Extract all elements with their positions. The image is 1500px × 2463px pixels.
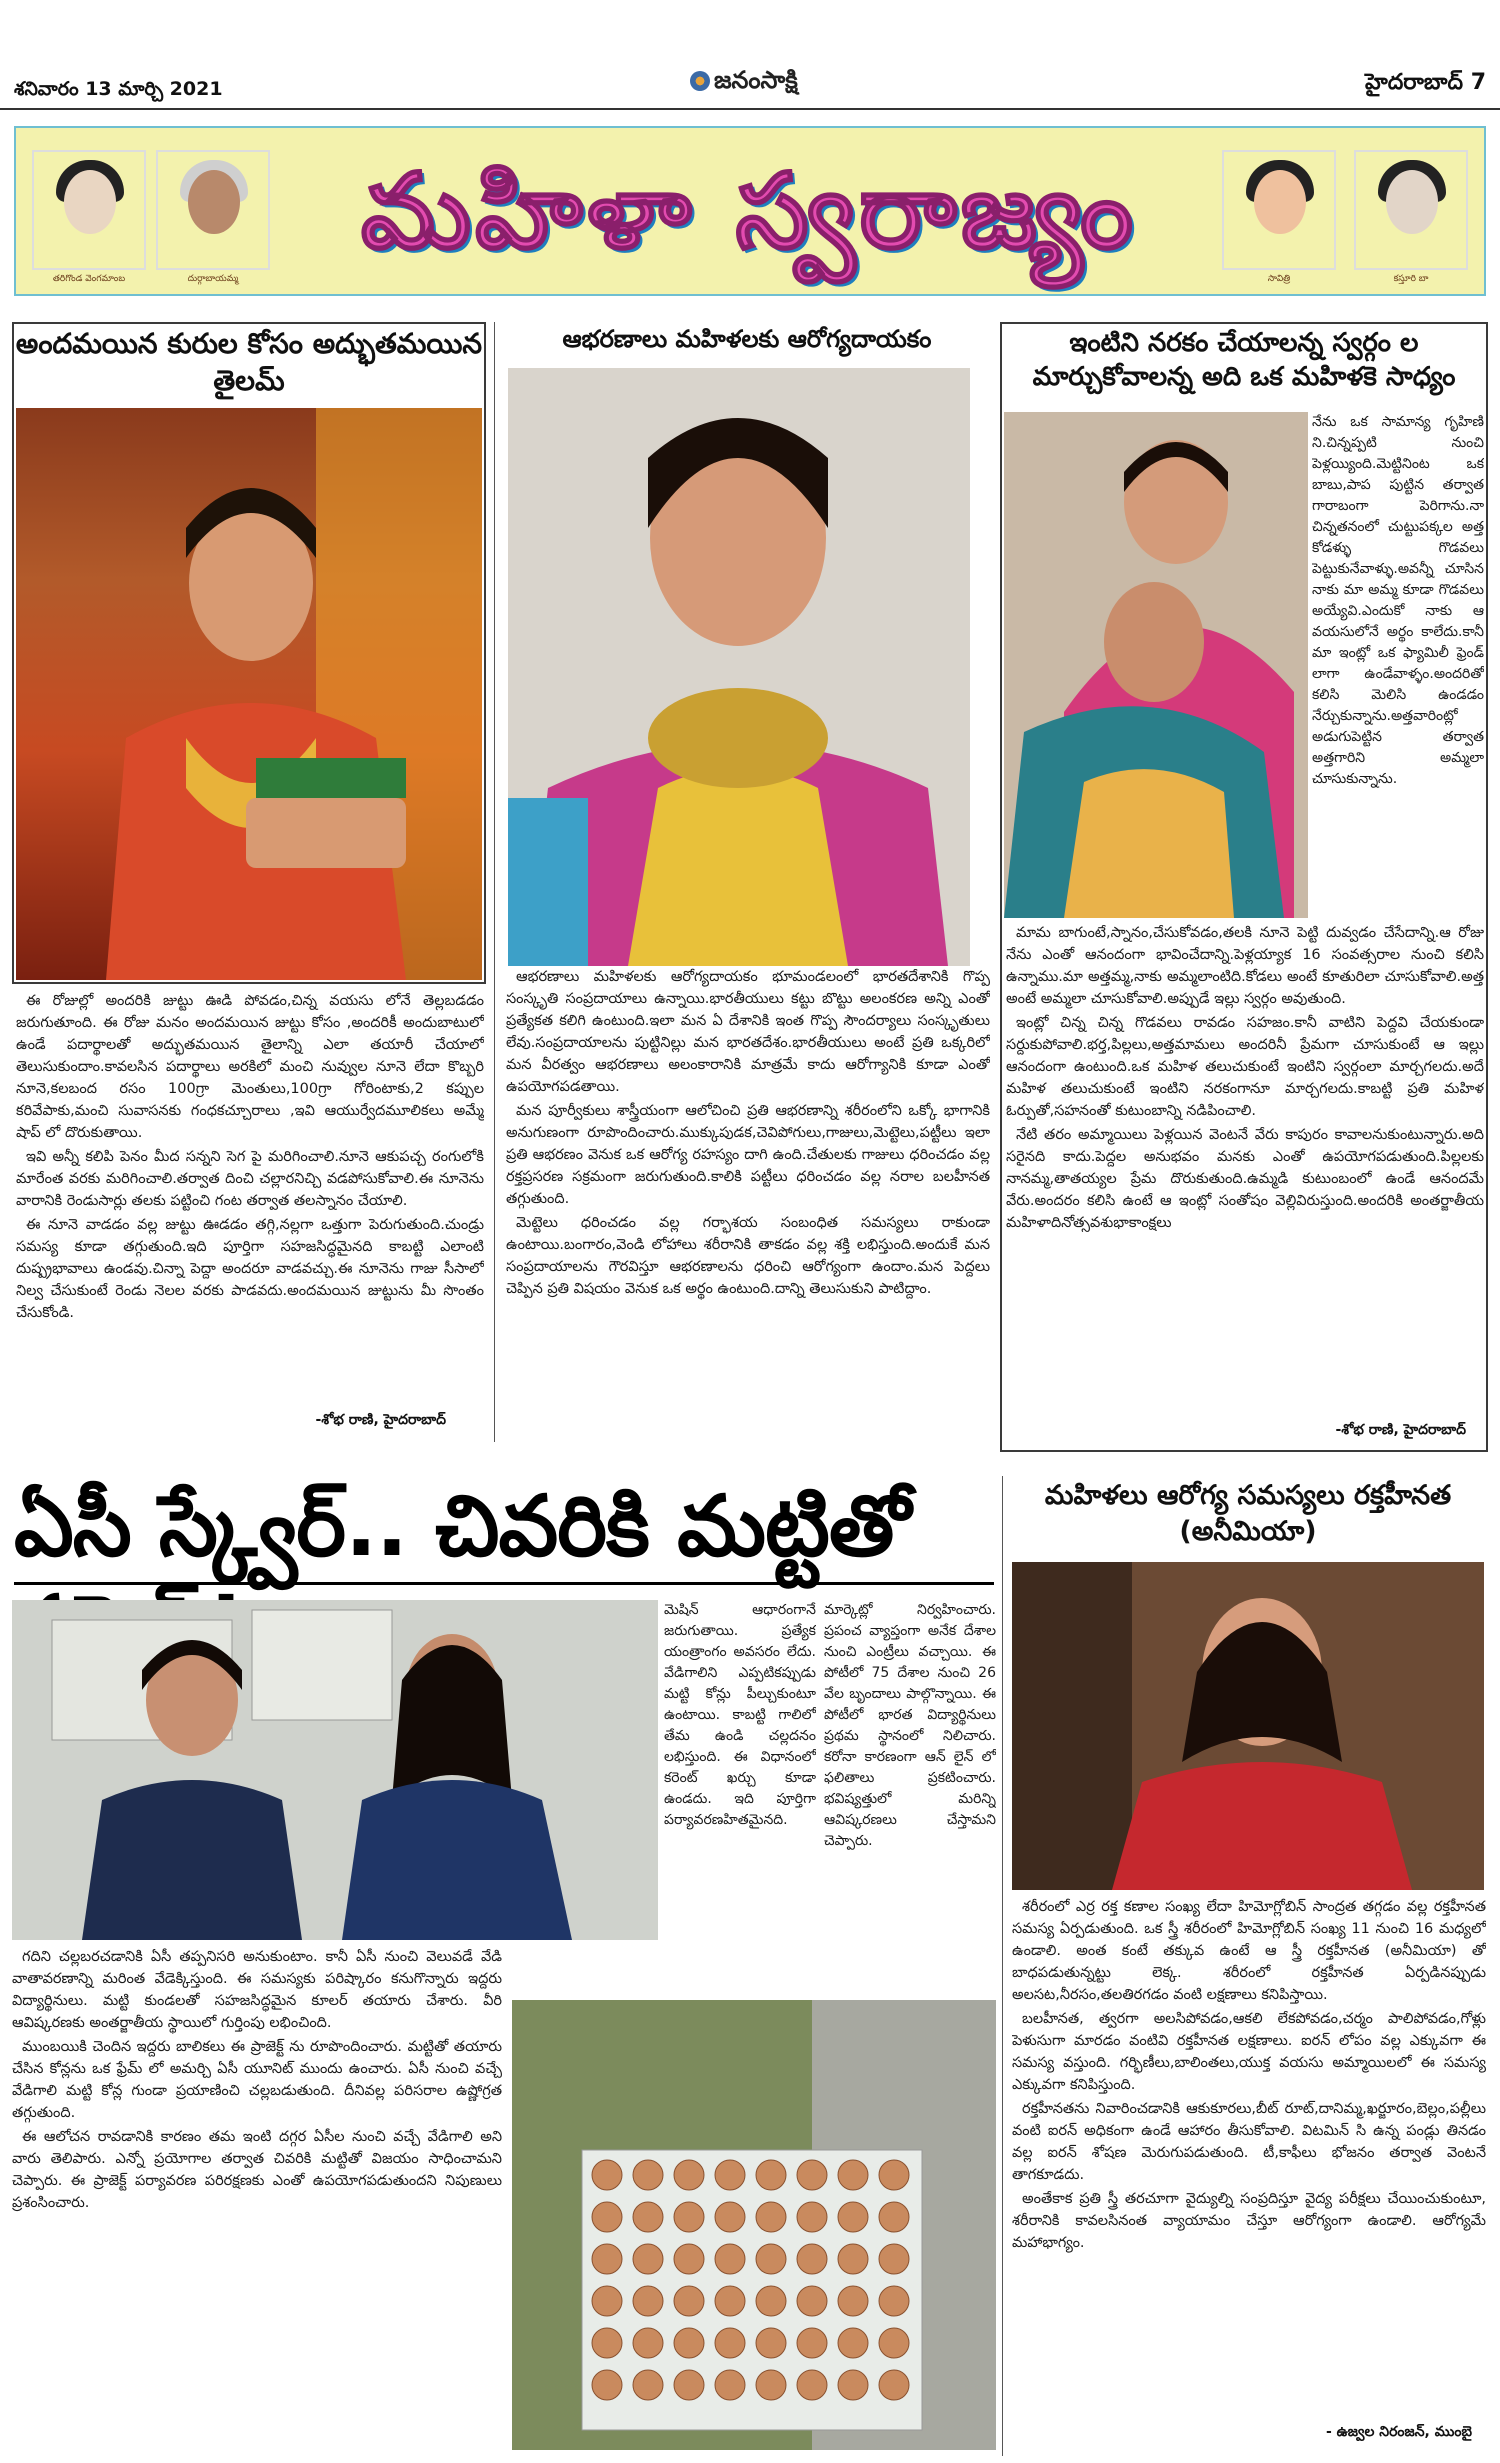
- clay-cone: [756, 2244, 786, 2274]
- portrait-face: [1386, 170, 1438, 234]
- clay-cone: [592, 2244, 622, 2274]
- clay-cone: [633, 2244, 663, 2274]
- portrait-caption-1: తరిగొండ వెంగమాంబ: [52, 274, 126, 284]
- article4-body: [12, 1946, 502, 2454]
- portrait-caption-4: కస్తూరి బా: [1393, 274, 1429, 284]
- clay-cone: [756, 2328, 786, 2358]
- woman-portrait-image: [16, 408, 482, 980]
- clay-cone: [715, 2160, 745, 2190]
- woman-jewellery-image: [508, 368, 970, 966]
- article4-photo-students: [12, 1600, 658, 1940]
- newspaper-logo: [690, 66, 798, 100]
- clay-cone: [879, 2286, 909, 2316]
- clay-cone: [797, 2370, 827, 2400]
- section-banner: [14, 126, 1486, 296]
- portrait-4: [1354, 150, 1468, 270]
- banner-title: మహిళా స్వరాజ్యం: [361, 149, 1137, 272]
- article5-paragraph: బలహీనత, త్వరగా అలసిపోవడం,ఆకలి లేకపోవడం,చర్మం పాలిపోవడం,గోళ్లు పెళుసుగా మారడం వంటివి రక్తహీనత లక్షణాలు. ఐరన్ లోపం వల్ల ఎక్కువగా ఈ సమస్య వస్తుంది. గర్భిణీలు,బాలింతలు,యుక్త వయసు అమ్మాయిలలో ఈ సమస్య ఎక్కువగా కనిపిస్తుంది.: [1012, 2011, 1486, 2093]
- clay-cone: [879, 2244, 909, 2274]
- clay-cone: [797, 2244, 827, 2274]
- article5-photo: [1012, 1562, 1484, 1890]
- clay-cone: [674, 2286, 704, 2316]
- clay-cone: [756, 2286, 786, 2316]
- article2-body: [506, 966, 990, 1442]
- article1-title: అందమయిన కురుల కోసం అద్భుతమయిన తైలమ్: [15, 327, 483, 397]
- article5-title: మహిళలు ఆరోగ్య సమస్యలు రక్తహీనత (అనీమియా): [1044, 1480, 1452, 1547]
- portrait-face: [188, 170, 240, 234]
- article3-body: [1006, 922, 1484, 1418]
- article3-paragraph: మామ బాగుంటే,స్నానం,చేసుకోవడం,తలకి నూనె పెట్టి దువ్వడం చేసేదాన్ని.ఆ రోజు నేను ఎంతో ఆనందంగా భావించేదాన్ని.పెళ్లయ్యాక 16 సంవత్సరాల నుంచి కలిసి ఉన్నాము.మా అత్తమ్మ,నాకు అమ్మలాంటిది.కోడలు అంటే కూతురిలా చూసుకోవాలి.అత్త అంటే అమ్మలా చూసుకోవాలి.అప్పుడే ఇల్లు స్వర్గం అవుతుంది.: [1006, 925, 1484, 1007]
- clay-cone: [674, 2160, 704, 2190]
- clay-cone: [592, 2328, 622, 2358]
- article3-photo: [1004, 412, 1308, 918]
- article5-paragraph: శరీరంలో ఎర్ర రక్త కణాల సంఖ్య లేదా హిమోగ్లోబిన్ సాంద్రత తగ్గడం వల్ల రక్తహీనత సమస్య ఏర్పడుతుంది. ఒక స్త్రీ శరీరంలో హిమోగ్లోబిన్ సంఖ్య 11 నుంచి 16 మధ్యలో ఉండాలి. అంత కంటే తక్కువ ఉంటే ఆ స్త్రీ రక్తహీనత (అనీమియా) తో బాధపడుతున్నట్టు లెక్క. శరీరంలో రక్తహీనత ఏర్పడినప్పుడు అలసట,నీరసం,తలతిరగడం వంటి లక్షణాలు కనిపిస్తాయి.: [1012, 1899, 1486, 2003]
- clay-cone: [756, 2370, 786, 2400]
- clay-cone: [715, 2202, 745, 2232]
- clay-cone: [756, 2160, 786, 2190]
- article4-paragraph: ఈ ఆలోచన రావడానికి కారణం తమ ఇంటి దగ్గర ఏసీల నుంచి వచ్చే వేడిగాలి అని వారు తెలిపారు. ఎన్నో ప్రయోగాల తర్వాత చివరికి మట్టితో విజయం సాధించామని చెప్పారు. ఈ ప్రాజెక్ట్ పర్యావరణ పరిరక్షణకు ఎంతో ఉపయోగపడుతుందని నిపుణులు ప్రశంసించారు.: [12, 2129, 502, 2211]
- article2-title: ఆభరణాలు మహిళలకు ఆరోగ్యదాయకం: [562, 325, 932, 353]
- clay-cone: [797, 2202, 827, 2232]
- clay-cone: [838, 2244, 868, 2274]
- article1-body: [16, 990, 484, 1408]
- article3-byline: -శోభ రాణి, హైదరాబాద్: [1335, 1422, 1466, 1438]
- clay-cone: [715, 2328, 745, 2358]
- clay-cooler-image: [512, 2000, 996, 2450]
- clay-cone: [674, 2370, 704, 2400]
- article4-photo-cooler: [512, 2000, 996, 2450]
- clay-cone: [674, 2202, 704, 2232]
- column-separator: [1002, 1476, 1003, 2456]
- clay-cone: [879, 2370, 909, 2400]
- article1-byline: -శోభ రాణి, హైదరాబాద్: [315, 1412, 446, 1428]
- article1-photo: [16, 408, 482, 980]
- clay-cone: [592, 2286, 622, 2316]
- family-photo-image: [1004, 412, 1308, 918]
- article2-paragraph: మెట్టెలు ధరించడం వల్ల గర్భాశయ సంబంధిత సమస్యలు రాకుండా ఉంటాయి.బంగారం,వెండి లోహాలు శరీరానికి తాకడం వల్ల శక్తి లభిస్తుంది.అందుకే మన సంప్రదాయాలను గౌరవిస్తూ ఆభరణాలను ధరించి ఆరోగ్యంగా ఉందాం.మన పెద్దలు చెప్పిన ప్రతి విషయం వెనుక ఒక అర్థం ఉంటుంది.దాన్ని తెలుసుకుని పాటిద్దాం.: [506, 1215, 990, 1297]
- clay-cone: [633, 2370, 663, 2400]
- article3-paragraph: ఇంట్లో చిన్న చిన్న గొడవలు రావడం సహజం.కానీ వాటిని పెద్దవి చేయకుండా సర్దుకుపోవాలి.భర్త,పిల్లలు,అత్తమామలు అందరినీ ప్రేమగా చూసుకుంటే ఆ ఇల్లు ఆనందంగా ఉంటుంది.ఒక మహిళ తలుచుకుంటే ఇంటిని స్వర్గంలా మార్చగలదు.అదే మహిళ తలుచుకుంటే ఇంటిని నరకంగానూ మార్చగలదు.కాబట్టి ప్రతి మహిళ ఓర్పుతో,సహనంతో కుటుంబాన్ని నడిపించాలి.: [1006, 1015, 1484, 1119]
- portrait-3: [1222, 150, 1336, 270]
- clay-cone: [633, 2328, 663, 2358]
- article4-right-text: మార్కెట్లో నిర్వహించారు. ప్రపంచ వ్యాప్తంగా అనేక దేశాల నుంచి ఎంట్రీలు వచ్చాయి. ఈ పోటీలో 75 దేశాల నుంచి 26 వేల బృందాలు పాల్గొన్నాయి. ఈ పోటీలో భారత విద్యార్థినులు ప్రథమ స్థానంలో నిలిచారు. కరోనా కారణంగా ఆన్ లైన్ లో ఫలితాలు ప్రకటించారు. భవిష్యత్తులో మరిన్ని ఆవిష్కరణలు చేస్తామని చెప్పారు.: [824, 1602, 996, 1849]
- headline-rule: [14, 1582, 994, 1585]
- clay-cone: [633, 2202, 663, 2232]
- clay-cone: [592, 2370, 622, 2400]
- article1-paragraph: ఈ నూనె వాడడం వల్ల జుట్టు ఊడడం తగ్గి,నల్లగా ఒత్తుగా పెరుగుతుంది.చుండ్రు సమస్య కూడా తగ్గుతుంది.ఇది పూర్తిగా సహజసిద్ధమైనది కాబట్టి ఎలాంటి దుష్ప్రభావాలు ఉండవు.చిన్నా పెద్దా అందరూ వాడవచ్చు.ఈ నూనెను గాజు సీసాలో నిల్వ చేసుకుంటే రెండు నెలల వరకు పాడవదు.అందమయిన జుట్టును మీ సొంతం చేసుకోండి.: [16, 1217, 484, 1321]
- page-number: 7: [1470, 70, 1486, 95]
- page-header: [0, 0, 1500, 118]
- clay-cone: [879, 2160, 909, 2190]
- clay-cone: [592, 2202, 622, 2232]
- clay-cone: [838, 2328, 868, 2358]
- edition-city: [1365, 70, 1486, 100]
- issue-date: శనివారం 13 మార్చి 2021: [14, 78, 223, 100]
- clay-cone: [797, 2328, 827, 2358]
- city-name: హైదరాబాద్: [1365, 70, 1464, 95]
- article2-paragraph: ఆభరణాలు మహిళలకు ఆరోగ్యదాయకం భూమండలంలో భారతదేశానికి గొప్ప సంస్కృతి సంప్రదాయాలు ఉన్నాయి.భారతీయులు కట్టు బొట్టు అలంకరణ అన్ని ఎంతో ప్రత్యేకత కలిగి ఉంటుంది.ఇలా మన ఏ దేశానికి ఇంత గొప్ప సౌందర్యాలు సంస్కృతులు లేవు.సంప్రదాయాలను పుట్టినిల్లు మన భారతదేశం.భారతీయులు అంటే ప్రతి ఒక్కరిలో మన వీరత్వం ఆభరణాలు అలంకారానికి మాత్రమే కాదు ఆరోగ్యానికి కూడా ఎంతో ఉపయోగపడతాయి.: [506, 969, 990, 1095]
- article4-side-text: మెషిన్ ఆధారంగానే జరుగుతాయి. ప్రత్యేక యంత్రాంగం అవసరం లేదు. వేడిగాలిని ఎప్పటికప్పుడు మట్టి కోన్లు పీల్చుకుంటూ ఉంటాయి. కాబట్టి గాలిలో తేమ ఉండి చల్లదనం లభిస్తుంది. ఈ విధానంలో కరెంట్ ఖర్చు కూడా ఉండదు. ఇది పూర్తిగా పర్యావరణహితమైనది.: [664, 1602, 816, 1828]
- portrait-caption-3: సావిత్రి: [1267, 274, 1291, 284]
- clay-cone: [633, 2286, 663, 2316]
- author-portrait-image: [1012, 1562, 1484, 1890]
- clay-cone: [674, 2328, 704, 2358]
- column-separator: [494, 322, 495, 1442]
- clay-cone: [715, 2286, 745, 2316]
- clay-cone: [879, 2202, 909, 2232]
- article2-photo: [508, 368, 970, 966]
- clay-cone: [756, 2202, 786, 2232]
- article5-byline: - ఉజ్వల నిరంజన్, ముంబై: [1325, 2424, 1472, 2440]
- article3-paragraph: నేటి తరం అమ్మాయిలు పెళ్లయిన వెంటనే వేరు కాపురం కావాలనుకుంటున్నారు.అది సరైనది కాదు.పెద్దల అనుభవం మనకు ఎంతో ఉపయోగపడుతుంది.పిల్లలకు నానమ్మ,తాతయ్యల ప్రేమ దొరుకుతుంది.ఉమ్మడి కుటుంబంలో ఉండే ఆనందమే వేరు.అందరం కలిసి ఉంటే ఆ ఇంట్లో సంతోషం వెల్లివిరుస్తుంది.అందరికి అంతర్జాతీయ మహిళాదినోత్సవశుభాకాంక్షలు: [1006, 1127, 1484, 1231]
- logo-icon: [690, 71, 710, 91]
- portrait-face: [1254, 170, 1306, 234]
- article5-paragraph: రక్తహీనతను నివారించడానికి ఆకుకూరలు,బీట్ రూట్,దానిమ్మ,ఖర్జూరం,బెల్లం,పల్లీలు వంటి ఐరన్ అధికంగా ఉండే ఆహారం తీసుకోవాలి. విటమిన్ సి ఉన్న పండ్లు తినడం వల్ల ఐరన్ శోషణ మెరుగుపడుతుంది. టీ,కాఫీలు భోజనం తర్వాత వెంటనే తాగకూడదు.: [1012, 2101, 1486, 2183]
- portrait-1: [32, 150, 146, 270]
- clay-cone: [674, 2244, 704, 2274]
- clay-cone: [838, 2286, 868, 2316]
- article5-paragraph: అంతేకాక ప్రతి స్త్రీ తరచూగా వైద్యుల్ని సంప్రదిస్తూ వైద్య పరీక్షలు చేయించుకుంటూ, శరీరానికి కావలసినంత వ్యాయామం చేస్తూ ఆరోగ్యంగా ఉండాలి. ఆరోగ్యమే మహాభాగ్యం.: [1012, 2191, 1486, 2251]
- article4-paragraph: ముంబయికి చెందిన ఇద్దరు బాలికలు ఈ ప్రాజెక్ట్ ను రూపొందించారు. మట్టితో తయారు చేసిన కోన్లను ఒక ఫ్రేమ్ లో అమర్చి ఏసీ యూనిట్ ముందు ఉంచారు. ఏసీ నుంచి వచ్చే వేడిగాలి మట్టి కోన్ల గుండా ప్రయాణించి చల్లబడుతుంది. దీనివల్ల పరిసరాల ఉష్ణోగ్రత తగ్గుతుంది.: [12, 2039, 502, 2121]
- article4-paragraph: గదిని చల్లబరచడానికి ఏసీ తప్పనిసరి అనుకుంటాం. కానీ ఏసీ నుంచి వెలువడే వేడి వాతావరణాన్ని మరింత వేడెక్కిస్తుంది. ఈ సమస్యకు పరిష్కారం కనుగొన్నారు ఇద్దరు విద్యార్థినులు. మట్టి కుండలతో సహజసిద్ధమైన కూలర్ తయారు చేశారు. వీరి ఆవిష్కరణకు అంతర్జాతీయ స్థాయిలో గుర్తింపు లభించింది.: [12, 1949, 502, 2031]
- clay-cone: [633, 2160, 663, 2190]
- article2-paragraph: మన పూర్వీకులు శాస్త్రీయంగా ఆలోచించి ప్రతి ఆభరణాన్ని శరీరంలోని ఒక్కో భాగానికి అనుగుణంగా రూపొందించారు.ముక్కుపుడక,చెవిపోగులు,గాజులు,మెట్టెలు,పట్టీలు ఇలా ప్రతి ఆభరణం వెనుక ఒక ఆరోగ్య రహస్యం దాగి ఉంది.చేతులకు గాజులు ధరించడం వల్ల రక్తప్రసరణ సక్రమంగా జరుగుతుంది.కాలికి పట్టీలు ధరించడం వల్ల నరాల బలహీనత తగ్గుతుంది.: [506, 1103, 990, 1207]
- logo-text: జనంసాక్షి: [714, 66, 798, 94]
- clay-cone: [592, 2160, 622, 2190]
- portrait-caption-2: దుర్గాబాయమ్మ: [187, 274, 239, 284]
- clay-cone: [715, 2370, 745, 2400]
- portrait-2: [156, 150, 270, 270]
- article4-headline: ఏసీ స్క్వేర్.. చివరికి మట్టితో: [14, 1477, 910, 1575]
- article3-title: ఇంటిని నరకం చేయాలన్న స్వర్గం ల మార్చుకోవాలన్న అది ఒక మహిళకె సాధ్యం: [1032, 328, 1456, 393]
- clay-cone: [879, 2328, 909, 2358]
- header-divider: [0, 108, 1500, 110]
- article1-paragraph: ఈ రోజుల్లో అందరికి జుట్టు ఊడి పోవడం,చిన్న వయసు లోనే తెల్లబడడం జరుగుతూంది. ఈ రోజు మనం అందమయిన జుట్టు కోసం ,అందరికీ అందుబాటులో ఉండే పదార్థాలతో అద్భుతమయిన తైలాన్ని ఎలా తయారీ చేయాలో తెలుసుకుందాం.కావలసిన పదార్థాలు అరకిలో మంచి నువ్వుల నూనె లేదా కొబ్బరి నూనె,కలబంద రసం 100గ్రా మెంతులు,100గ్రా గోరింటాకు,2 కప్పుల కరివేపాకు,మంచి సువాసనకు గంధకచ్చూరాలు ,ఇవి ఆయుర్వేదమూలికలు అమ్మే షాప్ లో దొరుకుతాయి.: [16, 993, 484, 1141]
- clay-cone: [838, 2370, 868, 2400]
- article5-body: [1012, 1896, 1486, 2420]
- clay-cone: [838, 2160, 868, 2190]
- article1-paragraph: ఇవి అన్నీ కలిపి పెనం మీద సన్నని సెగ పై మరిగించాలి.నూనె ఆకుపచ్చ రంగులోకి మారేంత వరకు మరిగించాలి.తర్వాత దించి చల్లారనిచ్చి వడపోసుకోవాలి.ఈ నూనెను వారానికి రెండుసార్లు తలకు పట్టించి గంట తర్వాత తలస్నానం చేయాలి.: [16, 1149, 484, 1209]
- article3-side-text: నేను ఒక సామాన్య గృహిణి ని.చిన్నప్పటి నుంచి పెళ్లయ్యింది.మెట్టినింట ఒక బాబు,పాప పుట్టిన తర్వాత గారాబంగా పెరిగాను.నా చిన్నతనంలో చుట్టుపక్కల అత్త కోడళ్ళు గొడవలు పెట్టుకునేవాళ్ళు.అవన్నీ చూసిన నాకు మా అమ్మ కూడా గొడవలు అయ్యేవి.ఎందుకో నాకు ఆ వయసులోనే అర్థం కాలేదు.కానీ మా ఇంట్లో ఒక ఫ్యామిలీ ఫ్రెండ్ లాగా ఉండేవాళ్ళం.అందరితో కలిసి మెలిసి ఉండడం నేర్చుకున్నాను.అత్తవారింట్లో అడుగుపెట్టిన తర్వాత అత్తగారిని అమ్మలా చూసుకున్నాను.: [1312, 414, 1484, 787]
- students-image: [12, 1600, 658, 1940]
- clay-cone: [838, 2202, 868, 2232]
- clay-cone: [797, 2160, 827, 2190]
- clay-cone: [797, 2286, 827, 2316]
- clay-cone: [715, 2244, 745, 2274]
- portrait-face: [64, 170, 116, 234]
